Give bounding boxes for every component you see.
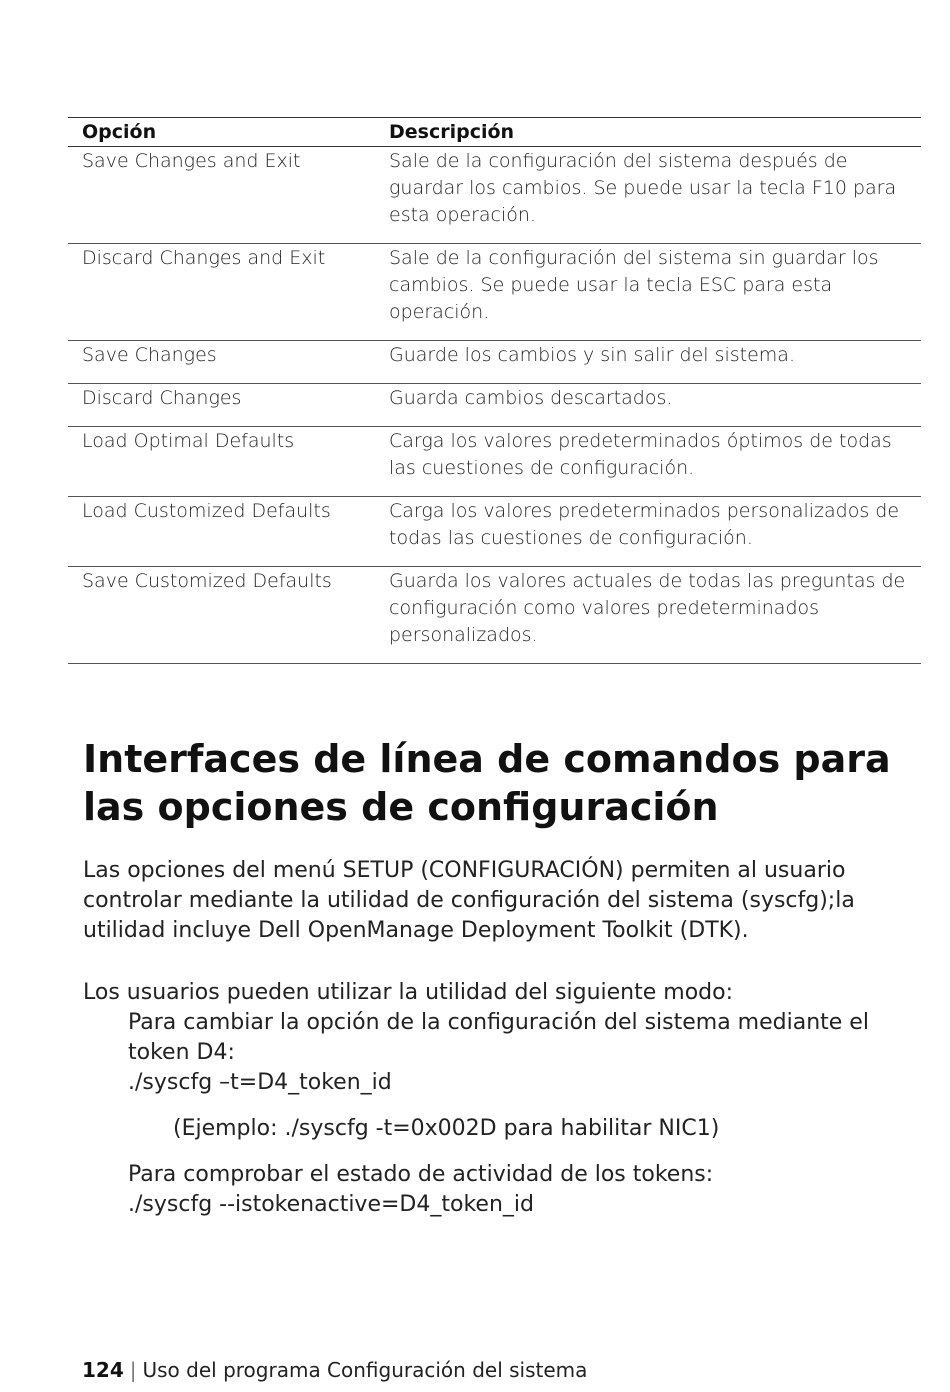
header-option: Opción <box>68 118 375 147</box>
option-description: Sale de la configuración del sistema sin guardar los cambios. Se puede usar la tecla ESC para esta operación. <box>375 244 921 341</box>
header-description: Descripción <box>375 118 921 147</box>
chapter-title: Uso del programa Configuración del sistema <box>142 1358 588 1382</box>
option-description: Carga los valores predeterminados óptimos de todas las cuestiones de configuración. <box>375 427 921 497</box>
example-line: (Ejemplo: ./syscfg -t=0x002D para habilitar NIC1) <box>173 1116 720 1141</box>
change-option-block <box>128 1008 918 1098</box>
table-row <box>68 384 921 427</box>
page-number: 124 <box>82 1358 124 1382</box>
option-name: Save Changes and Exit <box>68 147 375 244</box>
option-name: Discard Changes <box>68 384 375 427</box>
usage-intro: Los usuarios pueden utilizar la utilidad del siguiente modo: <box>83 980 733 1005</box>
option-name: Save Changes <box>68 341 375 384</box>
check-status-command: ./syscfg --istokenactive=D4_token_id <box>128 1192 534 1217</box>
option-description: Guarda cambios descartados. <box>375 384 921 427</box>
section-title: Interfaces de línea de comandos para las opciones de configuración <box>83 737 891 829</box>
table-row <box>68 567 921 664</box>
page-footer <box>82 1356 587 1384</box>
table-row <box>68 147 921 244</box>
option-name: Save Customized Defaults <box>68 567 375 664</box>
table-row <box>68 341 921 384</box>
change-option-command: ./syscfg –t=D4_token_id <box>128 1070 392 1095</box>
option-description: Guarde los cambios y sin salir del sistema. <box>375 341 921 384</box>
option-name: Load Customized Defaults <box>68 497 375 567</box>
option-description: Carga los valores predeterminados personalizados de todas las cuestiones de configuración. <box>375 497 921 567</box>
table-row <box>68 244 921 341</box>
option-description: Sale de la configuración del sistema después de guardar los cambios. Se puede usar la tecla F10 para esta operación. <box>375 147 921 244</box>
table-row <box>68 497 921 567</box>
check-status-block <box>128 1160 918 1220</box>
table-header-row <box>68 118 921 147</box>
table-row <box>68 427 921 497</box>
option-name: Discard Changes and Exit <box>68 244 375 341</box>
check-status-text: Para comprobar el estado de actividad de los tokens: <box>128 1162 714 1187</box>
options-table <box>68 117 921 664</box>
option-name: Load Optimal Defaults <box>68 427 375 497</box>
change-option-text: Para cambiar la opción de la configuración del sistema mediante el token D4: <box>128 1010 869 1065</box>
intro-paragraph: Las opciones del menú SETUP (CONFIGURACIÓN) permiten al usuario controlar mediante la utilidad de configuración del sistema (syscfg);la utilidad incluye Dell OpenManage Deployment Toolkit (DTK). <box>83 858 855 943</box>
footer-separator: | <box>129 1358 137 1382</box>
option-description: Guarda los valores actuales de todas las preguntas de configuración como valores predeterminados personalizados. <box>375 567 921 664</box>
